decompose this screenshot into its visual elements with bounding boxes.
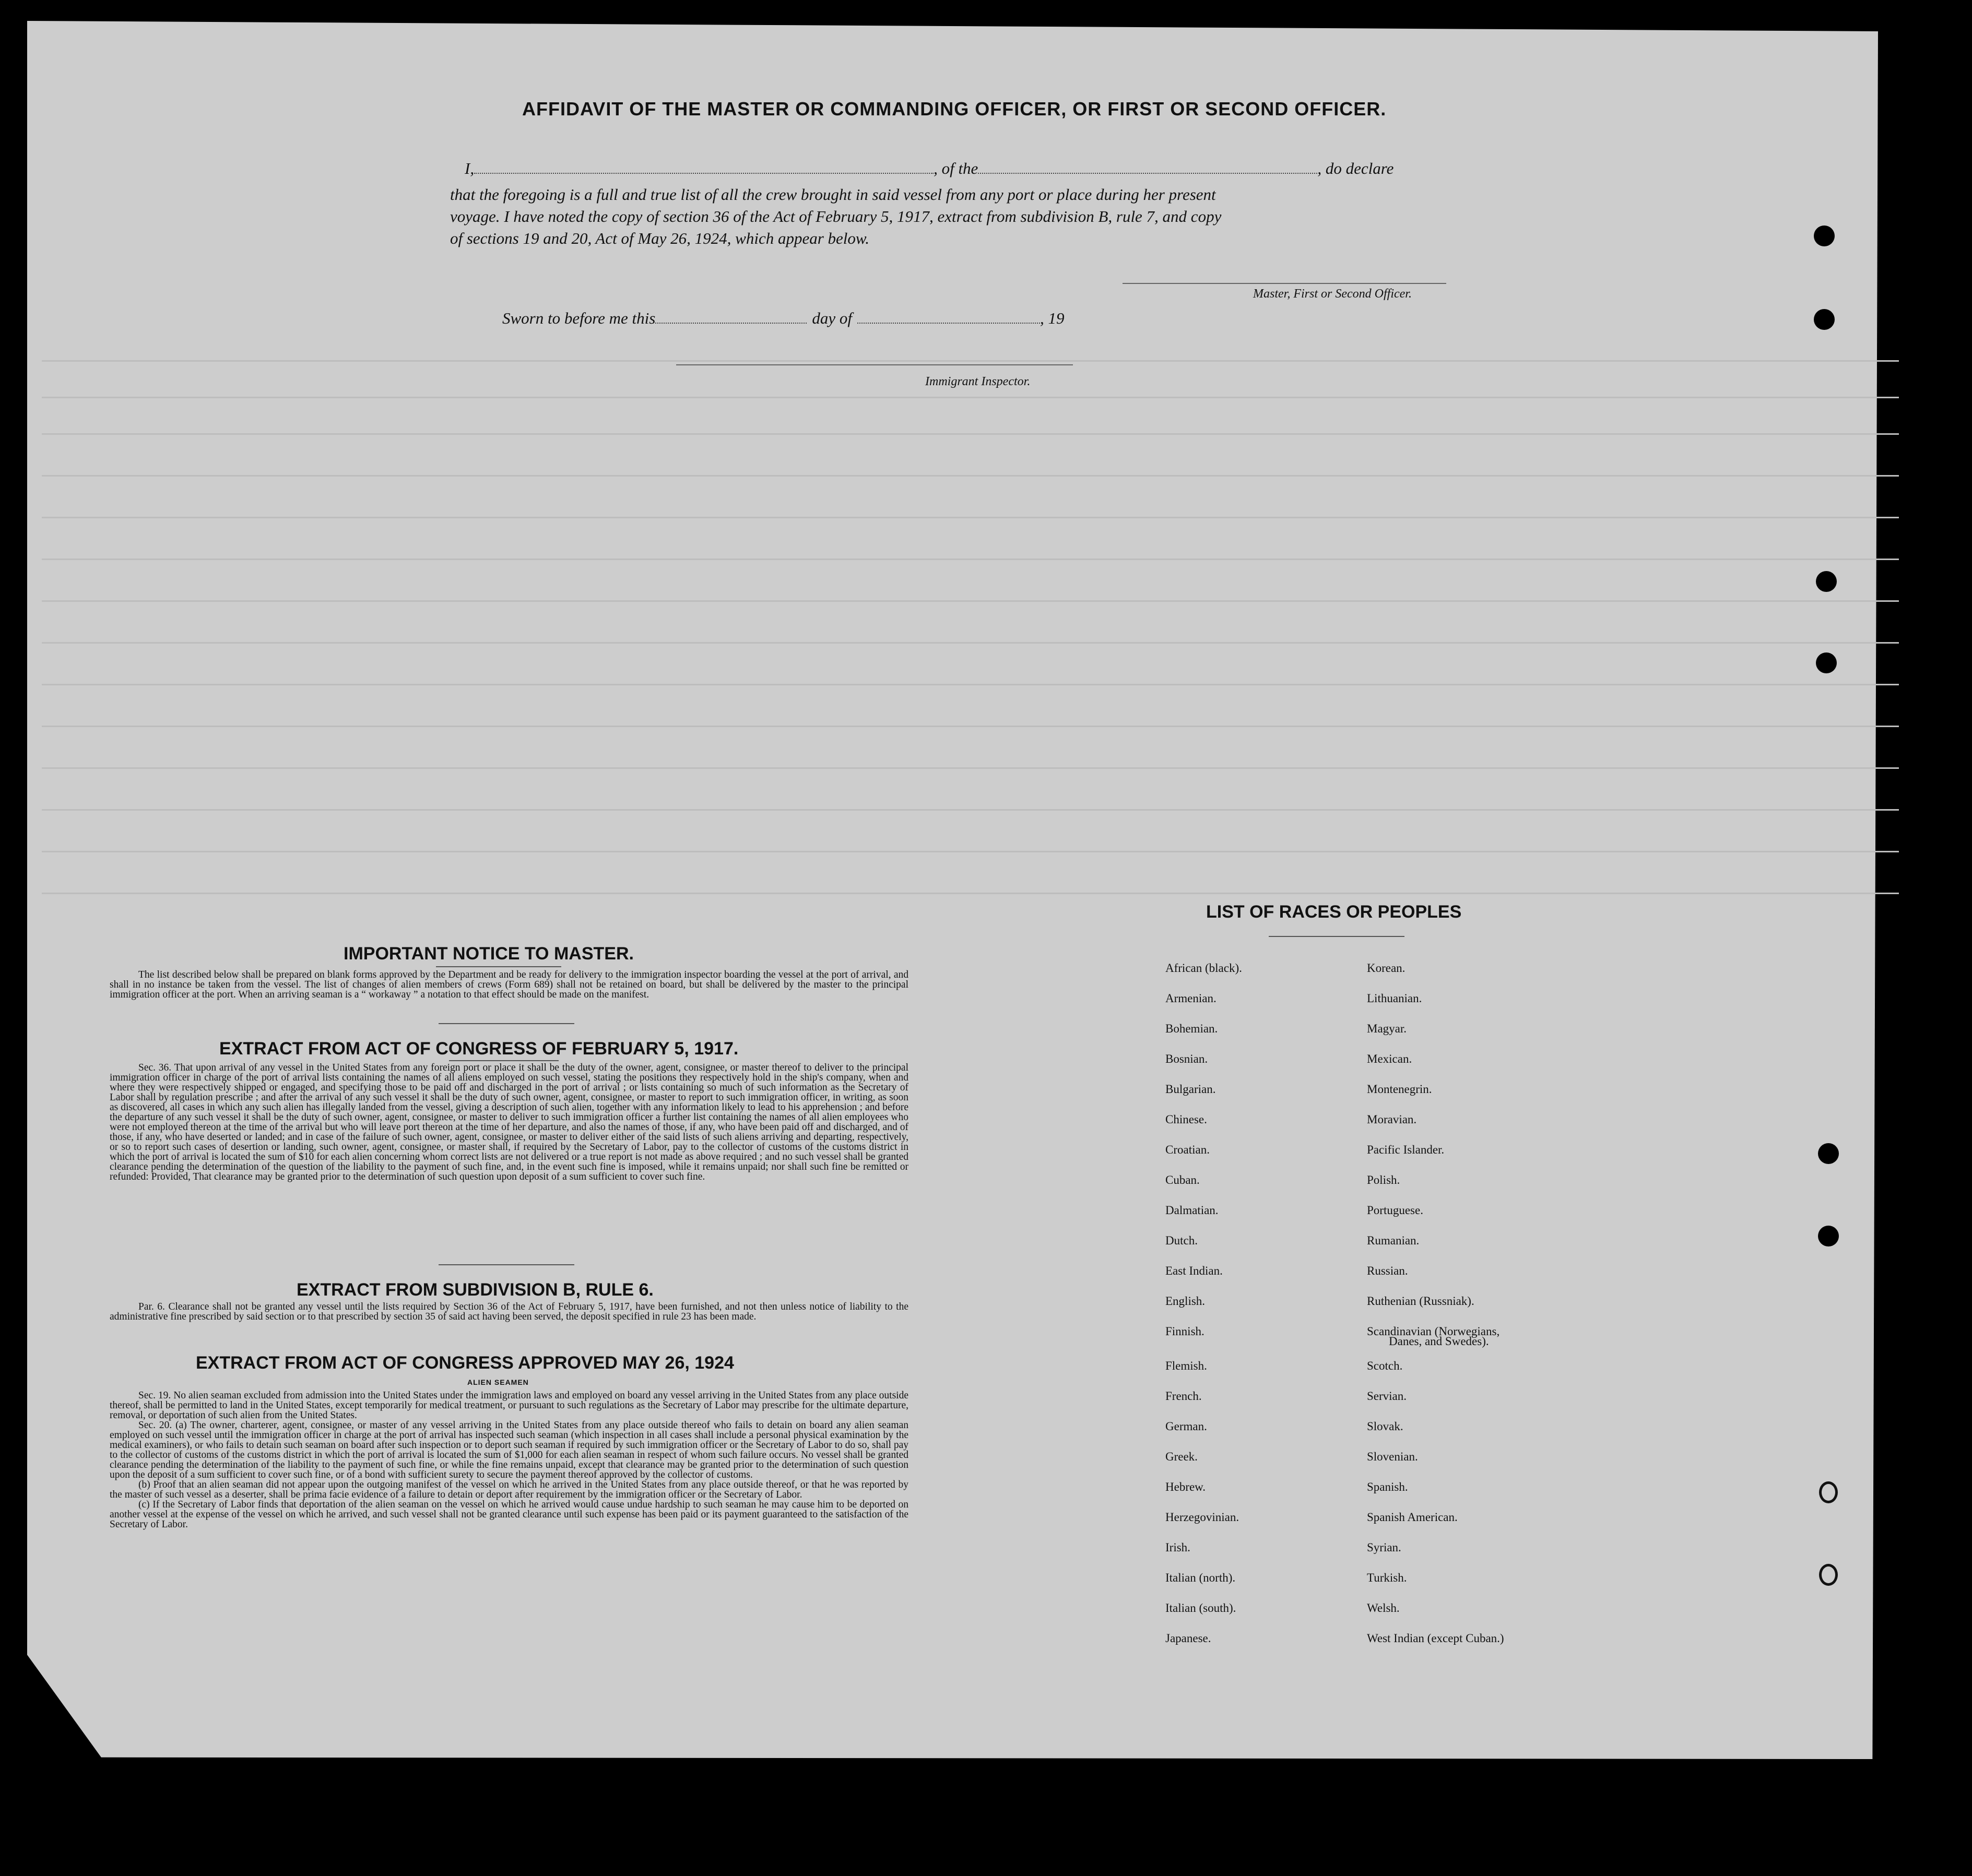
sec-20a-text: Sec. 20. (a) The owner, charterer, agent, consignee, or master of any vessel arriving in the United States from any place outside thereof who fails to detain on board any alien seaman employed on such vessel until the immigration officer in charge at the port of arrival has inspected such seaman (which inspection in all cases shall include a personal physical examination by the medical examiners), or who fails to detain such seaman on board after such inspection or to deport such seaman if required by such immigration officer or the Secretary of Labor to do so, shall pay to the collector of customs of the customs district in which the port of arrival is located the sum of $1,000 for each alien seaman in respect of whom such failure occurs. No vessel shall be granted clearance pending the determination of the liability to the payment of such fine, or while the fine remains unpaid, except that clearance may be granted prior to the determination of such question upon the deposit of a sum sufficient to cover such fine, or of a bond with sufficient surety to secure the payment thereof approved by the collector of customs. bbox=[110, 1420, 908, 1480]
race-item: English. bbox=[1165, 1295, 1206, 1308]
race-item: French. bbox=[1165, 1390, 1202, 1403]
sworn-month-field[interactable] bbox=[857, 323, 1040, 324]
race-item: Mexican. bbox=[1367, 1052, 1412, 1065]
race-item: Chinese. bbox=[1165, 1113, 1207, 1126]
ghost-line bbox=[42, 851, 1899, 852]
race-item: Polish. bbox=[1367, 1173, 1400, 1186]
race-item: Servian. bbox=[1367, 1390, 1407, 1403]
race-item: Syrian. bbox=[1367, 1541, 1401, 1554]
race-item: Ruthenian (Russniak). bbox=[1367, 1295, 1474, 1308]
affidavit-line-2: that the foregoing is a full and true list of all the crew brought in said vessel from any port or place during her present bbox=[450, 185, 1216, 204]
ghost-line bbox=[42, 893, 1899, 894]
divider bbox=[449, 1060, 559, 1061]
ghost-line bbox=[42, 684, 1899, 685]
race-item: Lithuanian. bbox=[1367, 992, 1422, 1005]
notice-title: IMPORTANT NOTICE TO MASTER. bbox=[344, 944, 634, 964]
ghost-line bbox=[42, 517, 1899, 518]
sec-20b-text: (b) Proof that an alien seaman did not appear upon the outgoing manifest of the vessel on which he arrived in the United States from any place outside thereof, or that he was reported by the master of such vessel as a deserter, shall be prima facie evidence of a failure to detain or deport after requirement by the immigration officer or the Secretary of Labor. bbox=[110, 1479, 908, 1500]
race-item: Italian (south). bbox=[1165, 1601, 1236, 1614]
ghost-line bbox=[42, 767, 1899, 769]
punch-hole-icon bbox=[1814, 225, 1835, 246]
master-signature-line[interactable] bbox=[1123, 283, 1446, 284]
race-item: Dutch. bbox=[1165, 1234, 1198, 1247]
race-item: Bosnian. bbox=[1165, 1052, 1208, 1065]
vessel-blank-field[interactable] bbox=[978, 173, 1317, 174]
ghost-line bbox=[42, 600, 1899, 602]
race-item: Irish. bbox=[1165, 1541, 1190, 1554]
affidavit-line-4: of sections 19 and 20, Act of May 26, 1924, which appear below. bbox=[450, 229, 870, 247]
divider bbox=[439, 1264, 574, 1265]
ghost-line bbox=[42, 360, 1899, 362]
punch-hole-icon bbox=[1818, 1226, 1839, 1246]
extract-1924-subtitle: ALIEN SEAMEN bbox=[467, 1378, 529, 1386]
affidavit-i: I, bbox=[465, 159, 475, 177]
punch-hole-icon bbox=[1819, 1564, 1838, 1586]
affidavit-of-the: , of the bbox=[934, 159, 978, 177]
race-item: Armenian. bbox=[1165, 992, 1217, 1005]
extract-1924-title: EXTRACT FROM ACT OF CONGRESS APPROVED MAY 26, 1924 bbox=[196, 1353, 734, 1373]
race-item: Scotch. bbox=[1367, 1359, 1403, 1372]
race-item: Bohemian. bbox=[1165, 1022, 1218, 1035]
race-item: Spanish American. bbox=[1367, 1511, 1458, 1524]
divider bbox=[436, 966, 561, 967]
notice-text: The list described below shall be prepared on blank forms approved by the Department and be ready for delivery to the immigration inspector boarding the vessel at the port of arrival, and shall in no instance be taken from the vessel. The list of changes of alien members of crews (Form 689) shall not be retained on board, but shall be delivered by the master to the principal immigration officer at the port. When an arriving seaman is a “ workaway ” a notation to that effect should be made on the manifest. bbox=[110, 969, 908, 1000]
race-item: Montenegrin. bbox=[1367, 1083, 1432, 1096]
race-item: Bulgarian. bbox=[1165, 1083, 1216, 1096]
race-item: Flemish. bbox=[1165, 1359, 1207, 1372]
race-item: Hebrew. bbox=[1165, 1480, 1206, 1493]
ghost-line bbox=[42, 397, 1899, 398]
inspector-label: Immigrant Inspector. bbox=[925, 375, 1031, 388]
race-item: Cuban. bbox=[1165, 1173, 1200, 1186]
race-item: Slovenian. bbox=[1367, 1450, 1418, 1463]
divider bbox=[439, 1023, 574, 1024]
punch-hole-icon bbox=[1818, 1143, 1839, 1164]
race-item: Finnish. bbox=[1165, 1325, 1205, 1338]
race-item: African (black). bbox=[1165, 961, 1242, 975]
master-signature-label: Master, First or Second Officer. bbox=[1253, 287, 1412, 301]
affidavit-declaration-line bbox=[465, 159, 1394, 178]
ghost-line bbox=[42, 642, 1899, 644]
extract-1917-text: Sec. 36. That upon arrival of any vessel in the United States from any foreign port or place it shall be the duty of the owner, agent, consignee, or master thereof to deliver to the principal immigration officer in charge of the port of arrival lists containing the names of all aliens employed on such vessel, stating the positions they respectively hold in the ship's company, when and where they were respectively shipped or engaged, and specifying those to be paid off and discharged in the port of arrival ; or lists containing so much of such information as the Secretary of Labor shall by regulation prescribe ; and after the arrival of any such vessel it shall be the duty of such owner, agent, consignee, or master to report to such immigration officer, in writing, as soon as discovered, all cases in which any such alien has illegally landed from the vessel, giving a description of such alien, together with any information likely to lead to his apprehension ; and before the departure of any such vessel it shall be the duty of such owner, agent, consignee, or master to deliver to such immigration officer a further list containing the names of all alien employees who were not employed thereon at the time of the arrival but who will leave port thereon at the time of her departure, and also the names of those, if any, who have been paid off and discharged, and of those, if any, who have deserted or landed; and in case of the failure of such owner, agent, consignee, or master to deliver either of the said lists of such aliens arriving and departing, respectively, or so to report such cases of desertion or landing, such owner, agent, consignee, or master shall, if required by the Secretary of Labor, pay to the collector of customs of the customs district in which the port of arrival is located the sum of $10 for each alien concerning whom correct lists are not delivered or a true report is not made as above required ; and no such vessel shall be granted clearance pending the determination of the question of the liability to the payment of such fine, and, in the event such fine is imposed, while it remains unpaid; nor shall such fine be remitted or refunded: Provided, That clearance may be granted prior to the determination of such question upon deposit of a sum sufficient to cover such fine. bbox=[110, 1062, 908, 1182]
ghost-line bbox=[42, 809, 1899, 811]
race-item: Scandinavian (Norwegians, bbox=[1367, 1325, 1500, 1338]
sec-20c-text: (c) If the Secretary of Labor finds that deportation of the alien seaman on the vessel on which he arrived would cause undue hardship to such seaman he may cause him to be deported on another vessel at the expense of the vessel on which he arrived, and such vessel shall not be granted clearance until such expense has been paid or its payment guaranteed to the satisfaction of the Secretary of Labor. bbox=[110, 1499, 908, 1530]
race-item: Turkish. bbox=[1367, 1571, 1407, 1584]
ghost-line bbox=[42, 726, 1899, 727]
race-item: Danes, and Swedes). bbox=[1389, 1335, 1489, 1348]
affidavit-line-3: voyage. I have noted the copy of section 36 of the Act of February 5, 1917, extract from subdivision B, rule 7, and copy bbox=[450, 207, 1222, 225]
race-item: Magyar. bbox=[1367, 1022, 1407, 1035]
ghost-line bbox=[42, 433, 1899, 435]
inspector-signature-line[interactable] bbox=[676, 364, 1073, 365]
race-item: Japanese. bbox=[1165, 1632, 1211, 1645]
punch-hole-icon bbox=[1814, 309, 1835, 330]
race-item: Korean. bbox=[1367, 961, 1406, 975]
punch-hole-icon bbox=[1816, 652, 1837, 673]
extract-rule6-title: EXTRACT FROM SUBDIVISION B, RULE 6. bbox=[297, 1280, 654, 1300]
race-item: West Indian (except Cuban.) bbox=[1367, 1632, 1504, 1645]
sworn-year-label: , 19 bbox=[1040, 309, 1065, 327]
sworn-label: Sworn to before me this bbox=[502, 309, 656, 327]
race-item: Slovak. bbox=[1367, 1420, 1403, 1433]
race-item: Pacific Islander. bbox=[1367, 1143, 1445, 1156]
ghost-line bbox=[42, 475, 1899, 477]
affidavit-do-declare: , do declare bbox=[1317, 159, 1394, 177]
race-item: Croatian. bbox=[1165, 1143, 1210, 1156]
race-item: Italian (north). bbox=[1165, 1571, 1236, 1584]
race-item: Welsh. bbox=[1367, 1601, 1400, 1614]
race-item: Greek. bbox=[1165, 1450, 1198, 1463]
race-item: Portuguese. bbox=[1367, 1204, 1423, 1217]
name-blank-field[interactable] bbox=[474, 173, 934, 174]
race-item: German. bbox=[1165, 1420, 1207, 1433]
extract-1917-title: EXTRACT FROM ACT OF CONGRESS OF FEBRUARY 5, 1917. bbox=[219, 1039, 739, 1059]
race-item: Russian. bbox=[1367, 1264, 1408, 1277]
sworn-day-label: day of bbox=[812, 309, 852, 327]
race-item: Moravian. bbox=[1367, 1113, 1417, 1126]
sworn-line bbox=[502, 309, 1064, 328]
extract-rule6-text: Par. 6. Clearance shall not be granted any vessel until the lists required by Section 36 of the Act of February 5, 1917, have been furnished, and not then unless notice of liability to the administrative fine prescribed by said section or to that prescribed by section 35 of said act having been served, the deposit specified in rule 23 has been made. bbox=[110, 1301, 908, 1322]
race-item: Dalmatian. bbox=[1165, 1204, 1219, 1217]
race-item: Spanish. bbox=[1367, 1480, 1408, 1493]
punch-hole-icon bbox=[1816, 571, 1837, 592]
race-item: Herzegovinian. bbox=[1165, 1511, 1239, 1524]
extract-1924-body bbox=[110, 1391, 908, 1529]
sworn-day-field[interactable] bbox=[655, 323, 807, 324]
sec-19-text: Sec. 19. No alien seaman excluded from admission into the United States under the immigration laws and employed on board any vessel arriving in the United States from any place outside thereof, shall be permitted to land in the United States, except temporarily for medical treatment, or pursuant to such regulations as the Secretary of Labor may prescribe for the ultimate departure, removal, or deportation of such alien from the United States. bbox=[110, 1390, 908, 1421]
punch-hole-icon bbox=[1819, 1481, 1838, 1503]
affidavit-title: AFFIDAVIT OF THE MASTER OR COMMANDING OFFICER, OR FIRST OR SECOND OFFICER. bbox=[522, 98, 1387, 120]
race-item: East Indian. bbox=[1165, 1264, 1223, 1277]
race-item: Rumanian. bbox=[1367, 1234, 1420, 1247]
ghost-line bbox=[42, 559, 1899, 560]
divider bbox=[1269, 936, 1404, 937]
races-title: LIST OF RACES OR PEOPLES bbox=[1206, 902, 1462, 922]
